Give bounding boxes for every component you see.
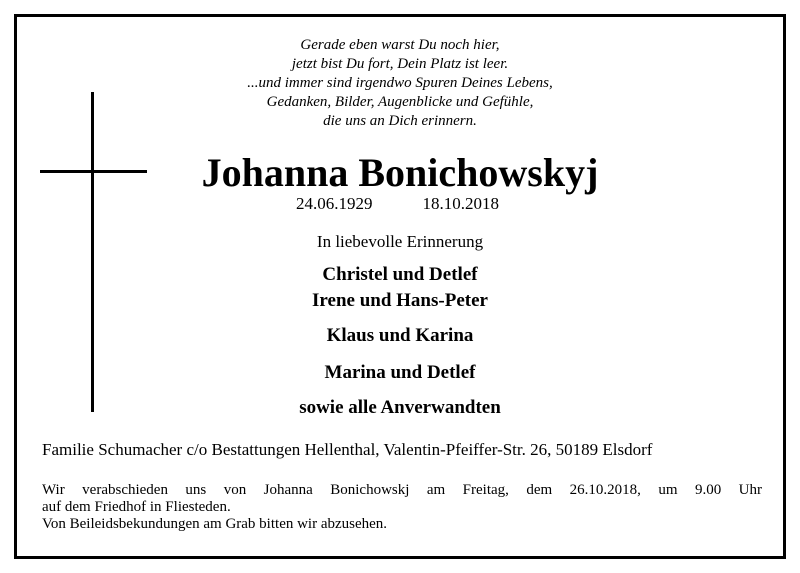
family-address: Familie Schumacher c/o Bestattungen Hellenthal, Valentin-Pfeiffer-Str. 26, 50189 Elsdorf [42, 440, 653, 459]
family-entry: sowie alle Anverwandten [299, 397, 501, 418]
family-entry: Marina und Detlef [324, 362, 476, 383]
birth-date: 24.06.1929 [296, 194, 373, 213]
funeral-info [42, 482, 762, 533]
poem-line: die uns an Dich erinnern. [323, 113, 477, 129]
funeral-info-line: Wir verabschieden uns von Johanna Bonichowskj am Freitag, dem 26.10.2018, um 9.00 Uhr [42, 482, 762, 498]
funeral-info-line: auf dem Friedhof in Fliesteden. [42, 499, 231, 515]
death-date: 18.10.2018 [422, 194, 499, 213]
deceased-name: Johanna Bonichowskyj [201, 150, 599, 195]
family-entry: Christel und Detlef [322, 264, 478, 285]
poem-line: ...und immer sind irgendwo Spuren Deines Lebens, [247, 75, 553, 91]
family-entry: Klaus und Karina [326, 325, 474, 346]
poem-line: jetzt bist Du fort, Dein Platz ist leer. [291, 56, 509, 72]
poem-line: Gedanken, Bilder, Augenblicke und Gefühle, [266, 94, 534, 110]
life-dates [296, 194, 499, 214]
funeral-info-line: Von Beileidsbekundungen am Grab bitten wir abzusehen. [42, 516, 388, 532]
poem [0, 36, 800, 131]
memory-line: In liebevolle Erinnerung [316, 232, 484, 251]
family-entry: Irene und Hans-Peter [312, 290, 488, 311]
poem-line: Gerade eben warst Du noch hier, [300, 37, 500, 53]
